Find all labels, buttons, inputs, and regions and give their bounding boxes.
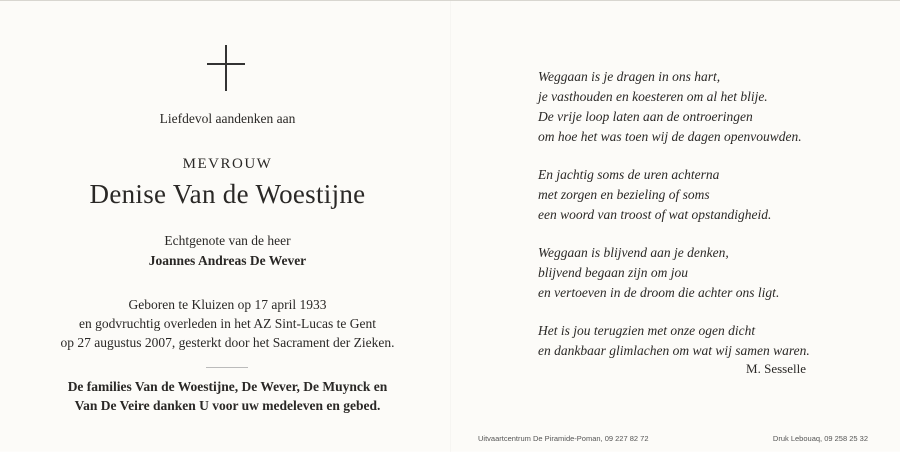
poem-line: En jachtig soms de uren achterna [538,167,720,182]
poem-line: om hoe het was toen wij de dagen openvouwden. [538,129,802,144]
printer-credit: Druk Lebouaq, 09 258 25 32 [772,434,868,443]
cross-icon [207,45,245,91]
poem-line: en vertoeven in de droom die achter ons ligt. [538,285,780,300]
poem-line: Weggaan is blijvend aan je denken, [538,245,729,260]
death-text-line-1: en godvruchtig overleden in het AZ Sint-Lucas te Gent [79,316,376,331]
poem-line: Het is jou terugzien met onze ogen dicht [538,323,756,338]
spouse-name: Joannes Andreas De Wever [148,253,307,268]
poem-line: De vrije loop laten aan de ontroeringen [538,109,753,124]
honorific-title: MEVROUW [182,156,273,172]
spouse-label: Echtgenote van de heer [164,233,291,248]
poem-line: Weggaan is je dragen in ons hart, [538,69,721,84]
birth-text: Geboren te Kluizen op 17 april 1933 [128,297,327,312]
poem-line: een woord van troost of wat opstandigheid. [538,207,772,222]
divider [206,367,248,368]
cross-horizontal-bar [207,63,245,65]
cross-vertical-bar [225,45,227,91]
poem-line: met zorgen en bezieling of soms [538,187,710,202]
poem-panel [538,1,878,452]
thanks-line-2: Van De Veire danken U voor uw medeleven en gebed. [74,398,381,413]
poem-line: blijvend begaan zijn om jou [538,265,688,280]
deceased-name: Denise Van de Woestijne [89,179,366,209]
funeral-home-credit: Uitvaartcentrum De Piramide-Poman, 09 227 82 72 [478,434,649,443]
thanks-line-1: De families Van de Woestijne, De Wever, De Muynck en [67,379,388,394]
poem-author: M. Sesselle [746,361,806,376]
poem-line: en dankbaar glimlachen om wat wij samen waren. [538,343,810,358]
left-panel [0,1,455,452]
intro-text: Liefdevol aandenken aan [159,111,296,126]
poem-line: je vasthouden en koesteren om al het blije. [538,89,768,104]
death-text-line-2: op 27 augustus 2007, gesterkt door het Sacrament der Zieken. [60,335,395,350]
